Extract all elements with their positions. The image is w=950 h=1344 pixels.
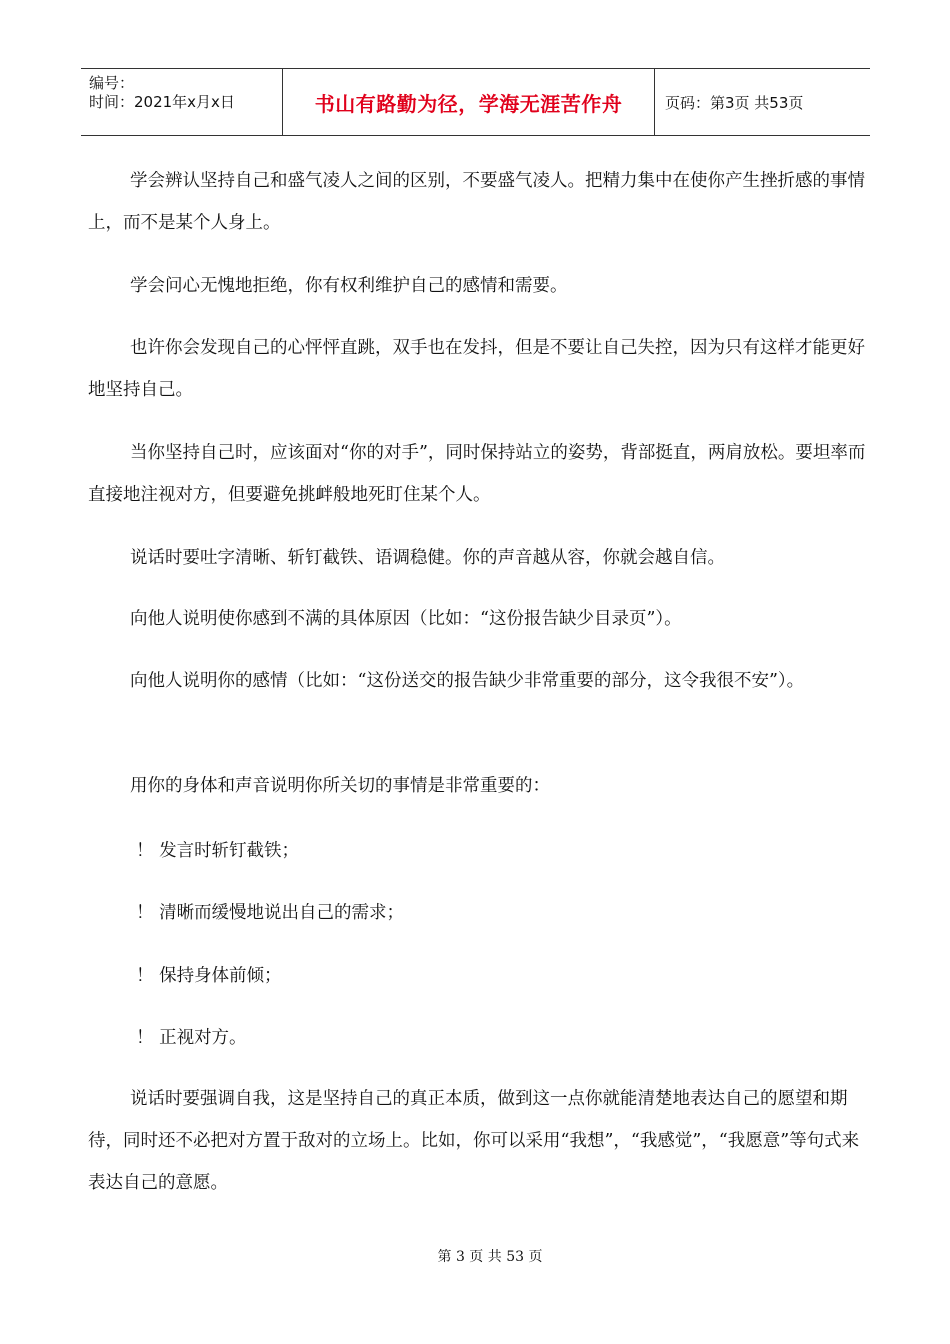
paragraph: 说话时要吐字清晰、斩钉截铁、语调稳健。你的声音越从容，你就会越自信。 xyxy=(130,548,725,568)
paragraph: 也许你会发现自己的心怦怦直跳，双手也在发抖，但是不要让自己失控，因为只有这样才能更好地坚持自己。 xyxy=(88,338,865,400)
header-motto: 书山有路勤为径，学海无涯苦作舟 xyxy=(314,91,623,116)
header-page-info: 页码：第3页 共53页 xyxy=(665,93,804,112)
bullet-item: ！ 清晰而缓慢地说出自己的需求； xyxy=(136,903,405,923)
bullet-item: ！ 正视对方。 xyxy=(136,1028,247,1048)
paragraph: 当你坚持自己时，应该面对“你的对手”，同时保持站立的姿势，背部挺直，两肩放松。要坦率而直接地注视对方，但要避免挑衅般地死盯住某个人。 xyxy=(88,443,866,505)
bullet-item: ！ 发言时斩钉截铁； xyxy=(136,841,300,861)
document-date: 时间：2021年x月x日 xyxy=(89,93,235,111)
document-number-label: 编号： xyxy=(89,74,135,92)
paragraph: 向他人说明使你感到不满的具体原因（比如：“这份报告缺少目录页”）。 xyxy=(130,609,682,629)
paragraph: 用你的身体和声音说明你所关切的事情是非常重要的： xyxy=(130,776,550,796)
paragraph: 向他人说明你的感情（比如：“这份送交的报告缺少非常重要的部分，这令我很不安”）。 xyxy=(130,671,805,691)
paragraph: 学会辨认坚持自己和盛气凌人之间的区别，不要盛气凌人。把精力集中在使你产生挫折感的事情上，而不是某个人身上。 xyxy=(88,171,865,233)
page-footer: 第 3 页 共 53 页 xyxy=(437,1249,543,1265)
page-header xyxy=(81,68,870,136)
closing-paragraph: 说话时要强调自我，这是坚持自己的真正本质，做到这一点你就能清楚地表达自己的愿望和期待，同时还不必把对方置于敌对的立场上。比如，你可以采用“我想”，“我感觉”，“我愿意”等句式来表达自己的意愿。 xyxy=(88,1089,860,1193)
bullet-item: ！ 保持身体前倾； xyxy=(136,966,282,986)
header-motto-cell xyxy=(282,69,655,135)
header-meta xyxy=(81,69,282,135)
paragraph: 学会问心无愧地拒绝，你有权利维护自己的感情和需要。 xyxy=(130,276,568,296)
